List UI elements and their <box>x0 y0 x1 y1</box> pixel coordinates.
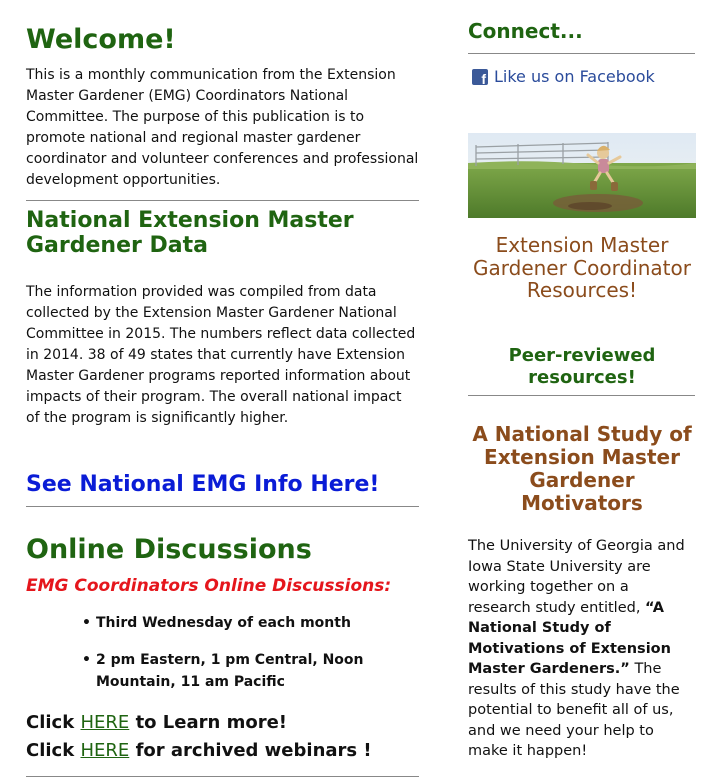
archived-webinars-line <box>26 739 372 763</box>
facebook-icon: f <box>472 69 488 85</box>
data-section-title: National Extension Master Gardener Data <box>26 208 354 258</box>
discussion-schedule-list <box>82 612 402 708</box>
divider <box>468 53 695 54</box>
discussions-title: Online Discussions <box>26 534 312 565</box>
study-title-quote: “A National Study of Motivations of Extension Master Gardeners.” <box>468 599 671 677</box>
archived-webinars-text: for archived webinars ! <box>135 740 372 761</box>
learn-more-line <box>26 711 287 735</box>
peer-reviewed-title[interactable]: Peer-reviewed resources! <box>508 345 656 388</box>
connect-title: Connect... <box>468 19 583 43</box>
study-text-intro: The University of Georgia and Iowa State University are working together on a research study entitled, <box>468 538 685 616</box>
click-word: Click <box>26 740 75 761</box>
welcome-text: This is a monthly communication from the Extension Master Gardener (EMG) Coordinators National Committee. The purpose of this publication is to promote national and regional master gardener coordinator and volunteer conferences and professional development opportunities. <box>26 67 419 188</box>
list-item <box>82 612 402 634</box>
click-word: Click <box>26 712 75 733</box>
facebook-label: Like us on Facebook <box>494 67 655 86</box>
study-text-closing: The results of this study have the potential to benefit all of us, and we need your help to make it happen! <box>468 661 680 759</box>
schedule-time: 2 pm Eastern, 1 pm Central, Noon Mountain, 11 am Pacific <box>96 652 364 690</box>
list-item <box>82 649 402 693</box>
child-jumping-photo[interactable] <box>468 133 696 218</box>
national-study-title: A National Study of Extension Master Gardener Motivators <box>472 422 692 515</box>
divider <box>26 200 419 201</box>
divider <box>26 506 419 507</box>
data-section-text: The information provided was compiled from data collected by the Extension Master Gardener National Committee in 2015. The numbers reflect data collected in 2014. 38 of 49 states that currently have Extension Master Gardener programs reported information about impacts of their program. The overall national impact of the program is significantly higher. <box>26 284 416 426</box>
discussions-subtitle: EMG Coordinators Online Discussions: <box>26 576 392 596</box>
facebook-link[interactable] <box>472 66 655 88</box>
archived-webinars-here-link[interactable]: HERE <box>80 740 130 761</box>
learn-more-text: to Learn more! <box>135 712 287 733</box>
divider <box>468 395 695 396</box>
bullet-icon: • <box>82 652 91 668</box>
schedule-day: Third Wednesday of each month <box>96 615 351 631</box>
divider <box>26 776 419 777</box>
national-emg-info-link[interactable]: See National EMG Info Here! <box>26 472 380 497</box>
bullet-icon: • <box>82 615 91 631</box>
welcome-title: Welcome! <box>26 24 176 55</box>
national-study-text <box>468 536 696 762</box>
learn-more-here-link[interactable]: HERE <box>80 712 130 733</box>
coordinator-resources-link[interactable]: Extension Master Gardener Coordinator Resources! <box>473 233 691 302</box>
